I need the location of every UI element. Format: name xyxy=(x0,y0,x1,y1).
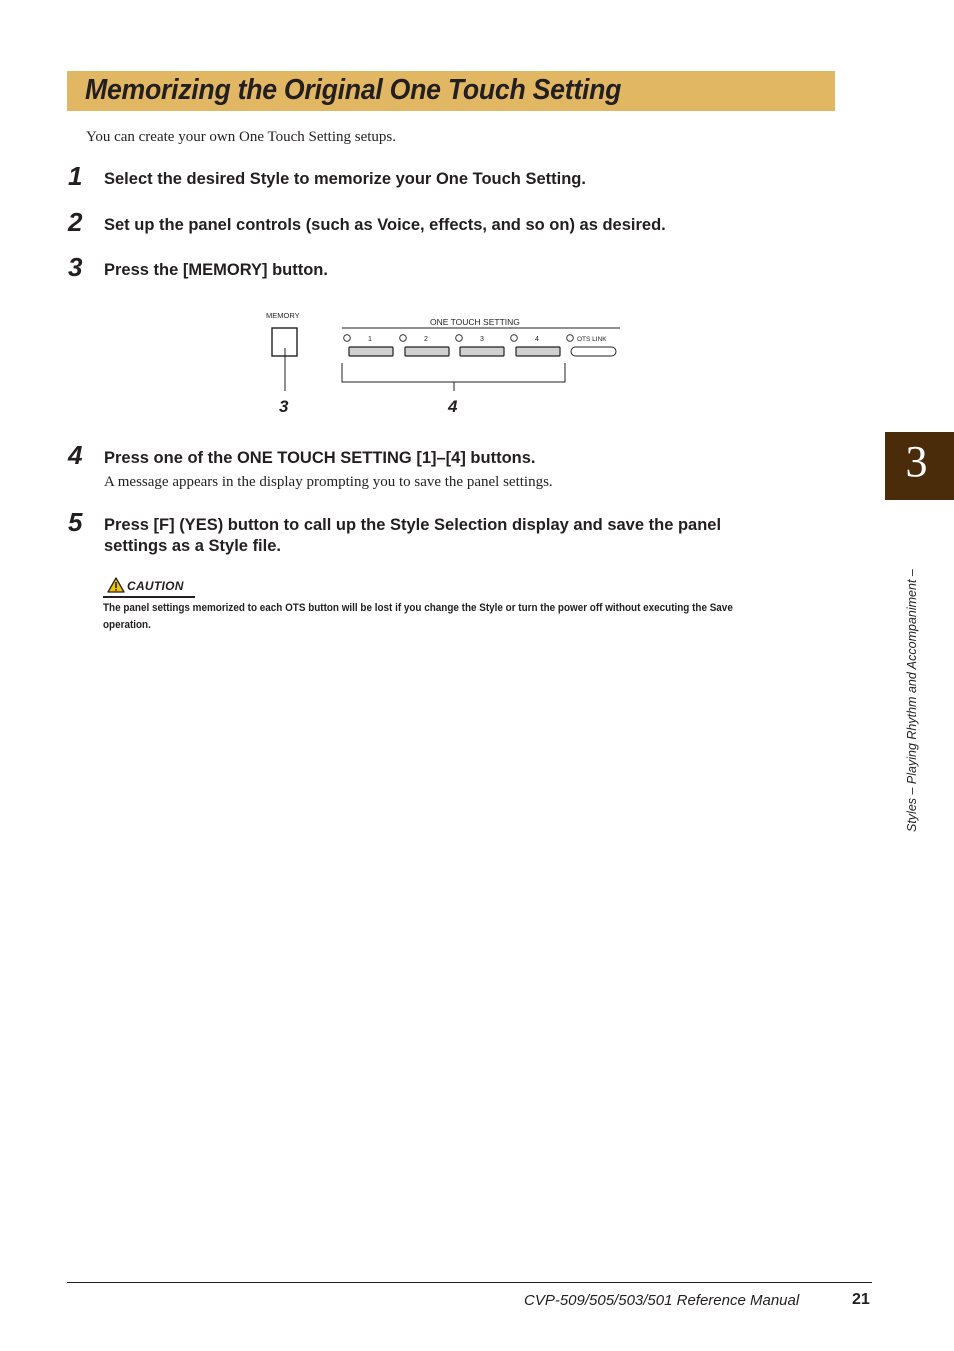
section-title-bar xyxy=(67,71,835,111)
memory-label: MEMORY xyxy=(266,311,300,320)
step-4-number: 4 xyxy=(68,440,83,470)
ots-3-number: 3 xyxy=(480,336,484,343)
ots-1-number: 1 xyxy=(368,336,372,343)
step-4-note: A message appears in the display prompting you to save the panel settings. xyxy=(104,474,553,490)
warning-icon xyxy=(107,577,125,593)
intro-text: You can create your own One Touch Setting setups. xyxy=(86,129,397,145)
chapter-number: 3 xyxy=(905,437,928,486)
caution-heading xyxy=(103,576,195,598)
step-3-number: 3 xyxy=(68,252,83,282)
ots-4-number: 4 xyxy=(535,336,539,343)
ots-4-button xyxy=(516,347,560,356)
ots-1-lamp xyxy=(344,335,351,342)
ots-link-label: OTS LINK xyxy=(577,336,607,343)
ots-2-button xyxy=(405,347,449,356)
caution-label: CAUTION xyxy=(127,579,184,593)
ots-1-button xyxy=(349,347,393,356)
ots-3-lamp xyxy=(456,335,463,342)
ots-bracket xyxy=(342,363,565,382)
step-1-number: 1 xyxy=(68,161,83,191)
callout-4: 4 xyxy=(448,397,458,416)
ots-link-button xyxy=(571,347,616,356)
caution-text: The panel settings memorized to each OTS button will be lost if you change the Style or turn the power off without executing the Save operation. xyxy=(103,602,733,631)
chapter-side-label: Styles – Playing Rhythm and Accompaniment – xyxy=(905,569,919,832)
ots-3-button xyxy=(460,347,504,356)
caution-underline xyxy=(103,596,195,598)
step-2-text: Set up the panel controls (such as Voice, effects, and so on) as desired. xyxy=(104,216,666,234)
step-3-text: Press the [MEMORY] button. xyxy=(104,261,328,279)
panel-diagram xyxy=(255,305,635,425)
page-number: 21 xyxy=(852,1291,870,1308)
step-5-text-line1: Press [F] (YES) button to call up the Style Selection display and save the panel xyxy=(104,516,722,534)
ots-4-lamp xyxy=(511,335,518,342)
step-2-number: 2 xyxy=(68,207,83,237)
step-5-number: 5 xyxy=(68,507,83,537)
step-5-text-line2: settings as a Style file. xyxy=(104,537,281,555)
footer-manual-title: CVP-509/505/503/501 Reference Manual xyxy=(524,1292,800,1309)
ots-2-lamp xyxy=(400,335,407,342)
footer-rule xyxy=(67,1282,872,1283)
step-4-text: Press one of the ONE TOUCH SETTING [1]–[4] buttons. xyxy=(104,449,536,467)
ots-link-lamp xyxy=(567,335,574,342)
ots-2-number: 2 xyxy=(424,336,428,343)
section-title: Memorizing the Original One Touch Setting xyxy=(85,74,622,106)
callout-3: 3 xyxy=(279,397,289,416)
ots-label: ONE TOUCH SETTING xyxy=(430,317,520,327)
step-1-text: Select the desired Style to memorize your One Touch Setting. xyxy=(104,170,586,188)
chapter-tab xyxy=(885,432,954,500)
